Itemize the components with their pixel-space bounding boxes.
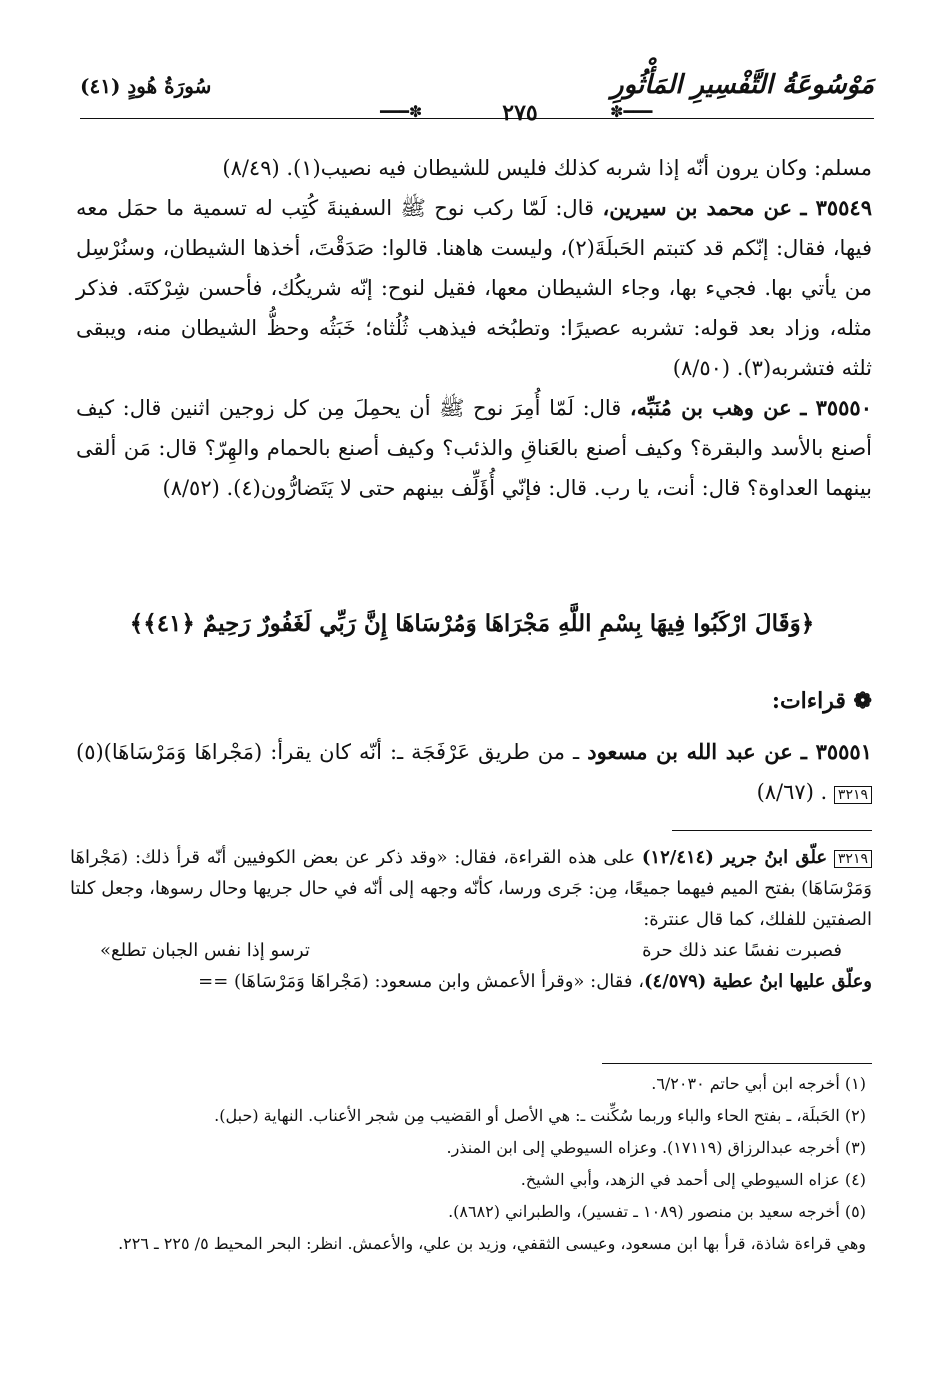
volume-reference: . (٨/٦٧) <box>756 780 828 804</box>
commentary-notes <box>70 842 872 997</box>
quran-verse: ﴿وَقَالَ ارْكَبُوا فِيهَا بِسْمِ اللَّهِ مَجْرَاهَا وَمُرْسَاهَا إِنَّ رَبِّي لَغَفُورٌ رَحِيمٌ ﴿٤١﴾﴾ <box>129 610 815 637</box>
footnote-2: (٢) الحَبلَة، ـ بفتح الحاء والباء وربما سُكِّنت ـ: هي الأصل أو القضيب مِن شجر الأعناب. النهاية (حبل). <box>214 1106 866 1125</box>
narrator-name: عن عبد الله بن مسعود <box>587 739 793 764</box>
commentary-ibn-jarir <box>70 842 872 935</box>
main-text <box>76 148 872 508</box>
narration-35549 <box>76 188 872 388</box>
footnote-5-continuation: وهي قراءة شاذة، قرأ بها ابن مسعود، وعيسى الثقفي، وزيد بن علي، والأعمش. انظر: البحر المحيط ٥/ ٢٢٥ ـ ٢٢٦. <box>118 1234 866 1253</box>
ornament-right-icon: ━━━✽ <box>610 102 653 121</box>
footnotes-separator <box>602 1063 872 1064</box>
poem-verse <box>70 935 872 966</box>
narration-number: ٣٥٥٤٩ ـ <box>800 195 872 220</box>
narrator-name: عن وهب بن مُنَبِّه، <box>629 395 792 420</box>
commentary-link-box[interactable]: ٣٢١٩ <box>834 786 872 804</box>
commentary-text: على هذه القراءة، فقال: «وقد ذكر عن بعض الكوفيين أنّه قرأ ذلك: (مَجْراهَا وَمَرْسَاهَا) بفتح الميم فيهما جميعًا، مِن: جَرى ورسا، كأنّه وجهه إلى أنّه في حال جريها وحال رسوها، وجعل كلتا الصفتين للفلك، كما قال عنترة: <box>70 847 872 930</box>
poem-second-hemistich: ترسو إذا نفس الجبان تطلع» <box>100 940 310 961</box>
commentary-source: علّق ابنُ جرير (١٢/٤١٤) <box>641 847 828 868</box>
page-number: ٢٧٥ <box>502 100 538 126</box>
commentary-text: ، فقال: «وقرأ الأعمش وابن مسعود: (مَجْراهَا وَمَرْسَاهَا) == <box>198 971 645 992</box>
commentary-number-box: ٣٢١٩ <box>834 850 872 868</box>
footnote-3: (٣) أخرجه عبدالرزاق (١٧١١٩). وعزاه السيوطي إلى ابن المنذر. <box>446 1138 866 1157</box>
ornament-left-icon: ✽━━━ <box>380 102 423 121</box>
narration-number: ٣٥٥٥١ ـ <box>800 739 872 764</box>
narration-number: ٣٥٥٥٠ ـ <box>800 395 872 420</box>
footnotes <box>70 1068 866 1260</box>
narration-text: قال: لَمّا أُمِرَ نوح ﷺ أن يحمِلَ مِن كل زوجين اثنين قال: كيف أصنع بالأسد والبقرة؟ وكيف أصنع بالعَناقِ والذئب؟ وكيف أصنع بالحمام والهِرّ؟ قال: مَن ألقى بينهما العداوة؟ قال: أنت، يا رب. قال: فإنّي أُؤَلِّف بينهم حتى لا يَتَضارُّون(٤). (٨/٥٢) <box>76 396 872 500</box>
commentary-source: وعلّق عليها ابنُ عطية (٤/٥٧٩) <box>644 971 872 992</box>
header-rule <box>80 118 874 119</box>
footnote-4: (٤) عزاه السيوطي إلى أحمد في الزهد، وأبي الشيخ. <box>520 1170 866 1189</box>
narration-text: ـ من طريق عَرْفَجَة ـ: أنّه كان يقرأ: (مَجْراهَا وَمَرْسَاهَا)(٥) <box>76 740 580 764</box>
page-header <box>80 70 874 126</box>
footnote-1: (١) أخرجه ابن أبي حاتم ٦/٢٠٣٠. <box>651 1074 866 1093</box>
footnote-5: (٥) أخرجه سعيد بن منصور (١٠٨٩ ـ تفسير)، والطبراني (٨٦٨٢). <box>448 1202 866 1221</box>
book-title: مَوْسُوعَةُ التَّفْسِيرِ المَأْثُورِ <box>611 70 874 100</box>
commentary-ibn-atiyya <box>70 966 872 997</box>
narration-text: قال: لَمّا ركب نوح ﷺ السفينةَ كُتِب له تسمية ما حمَل معه فيها، فقال: إنّكم قد كتبتم الحَبلَةَ(٢)، وليست هاهنا. قالوا: صَدَقْتَ، أخذها الشيطان، وسنُرْسِل من يأتي بها. فجيء بها، وجاء الشيطان معها، فقيل لنوح: إنّه شريكُك، فأحسن شِرْكتَه. فذكر مثله، وزاد بعد قوله: تشربه عصيرًا: وتطبُخه فيذهب ثُلُثاه؛ خَبَثُه وحظُّ الشيطان منه، ويبقى ثلثه فتشربه(٣). (٨/٥٠) <box>76 196 872 380</box>
section-heading-qiraat: ❁ قراءات: <box>771 688 872 714</box>
narration-35550 <box>76 388 872 508</box>
paragraph-continuation: مسلم: وكان يرون أنّه إذا شربه كذلك فليس للشيطان فيه نصيب(١). (٨/٤٩) <box>222 156 872 180</box>
surah-reference: سُورَةُ هُودٍ (٤١) <box>80 74 212 98</box>
notes-separator <box>672 830 872 831</box>
qiraat-text <box>76 732 872 812</box>
narrator-name: عن محمد بن سيرين، <box>602 195 792 220</box>
poem-first-hemistich: فصبرت نفسًا عند ذلك حرة <box>642 940 842 961</box>
